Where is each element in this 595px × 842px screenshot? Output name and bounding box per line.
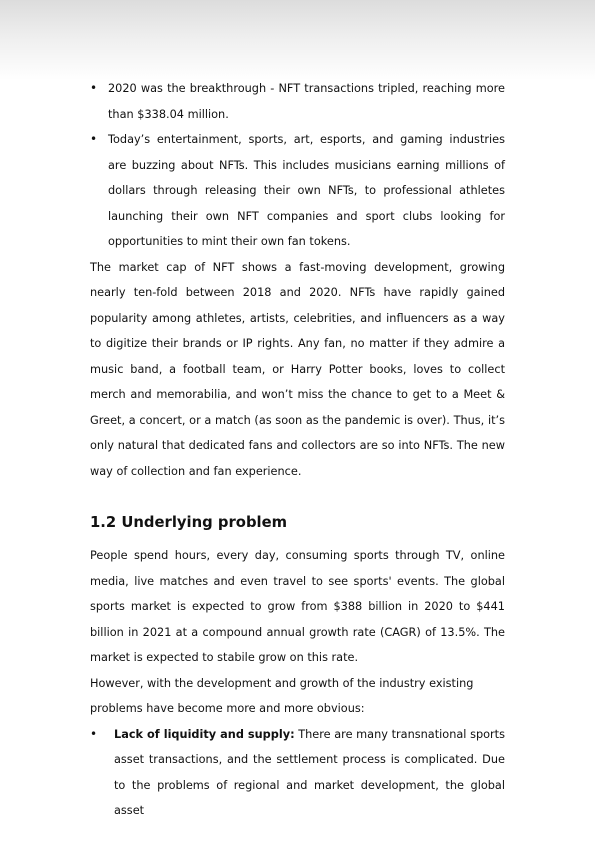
list-item: • 2020 was the breakthrough - NFT transactions tripled, reaching more than $338.04 million. <box>90 76 505 127</box>
list-item <box>90 722 505 824</box>
problem-title: Lack of liquidity and supply: <box>114 727 295 741</box>
nft-facts-list <box>90 76 505 255</box>
market-cap-paragraph: The market cap of NFT shows a fast-moving development, growing nearly ten-fold between 2018 and 2020. NFTs have rapidly gained popularity among athletes, artists, celebrities, and influencers as a way to digitize their brands or IP rights. Any fan, no matter if they admire a music band, a football team, or Harry Potter books, loves to collect merch and memorabilia, and won’t miss the chance to get to a Meet & Greet, a concert, or a match (as soon as the pandemic is over). Thus, it’s only natural that dedicated fans and collectors are so into NFTs. The new way of collection and fan experience. <box>90 260 505 478</box>
section-heading: 1.2 Underlying problem <box>90 514 288 531</box>
document-body <box>90 76 505 824</box>
problem-text: There are many transnational sports asset transactions, and the settlement process is complicated. Due to the problems of regional and market development, the global asset <box>114 727 505 817</box>
problems-list <box>90 722 505 824</box>
page-header-shade <box>0 0 595 80</box>
list-item: • Today’s entertainment, sports, art, esports, and gaming industries are buzzing about NFTs. This includes musicians earning millions of dollars through releasing their own NFTs, to professional athletes launching their own NFT companies and sport clubs looking for opportunities to mint their own fan tokens. <box>90 127 505 255</box>
sports-market-paragraph: People spend hours, every day, consuming sports through TV, online media, live matches and even travel to see sports' events. The global sports market is expected to grow from $388 billion in 2020 to $441 billion in 2021 at a compound annual growth rate (CAGR) of 13.5%. The market is expected to stabile grow on this rate. <box>90 549 505 664</box>
problems-intro-paragraph: However, with the development and growth of the industry existing problems have become more and more obvious: <box>90 676 474 715</box>
